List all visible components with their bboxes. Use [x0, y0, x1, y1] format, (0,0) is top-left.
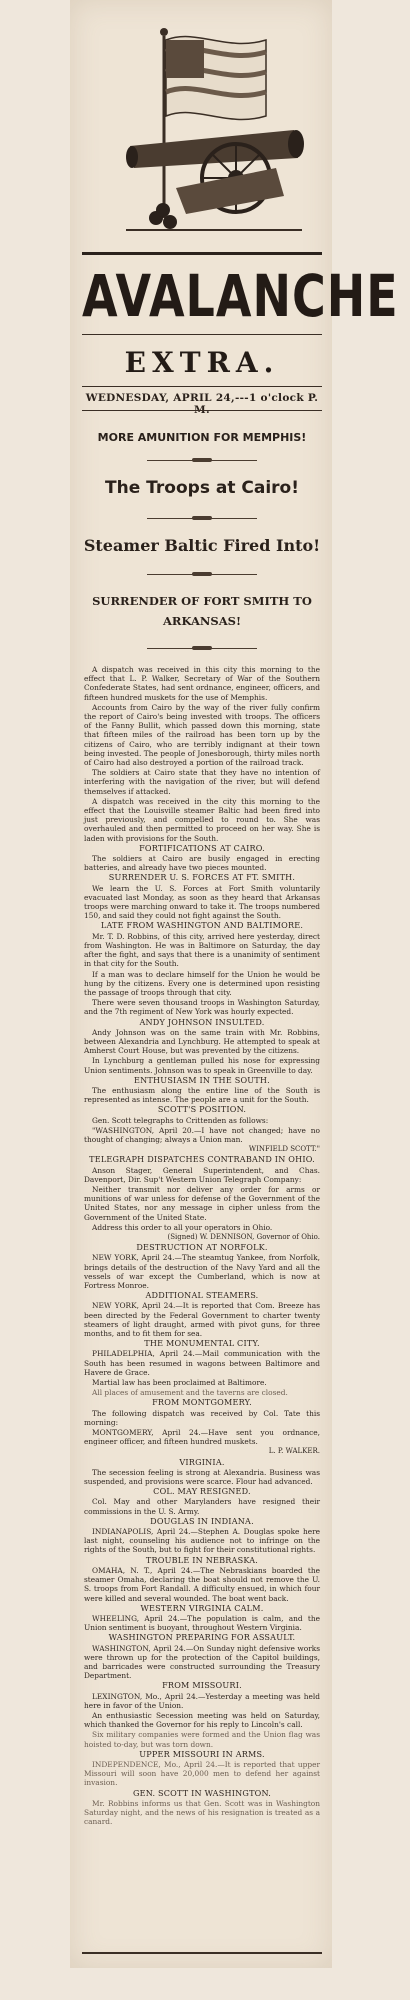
section-heading: WASHINGTON PREPARING FOR ASSAULT.	[108, 1632, 296, 1643]
article-paragraph: Accounts from Cairo by the way of the river fully confirm the report of Cairo's being invested with troops. The officers of the Fanny Bullit, which passed down this morning, state that fifteen miles of the railroad has been torn up by the citizens of Cairo, who are terribly indignant at their town being invested. The people of Jonesborough, thirty miles north of Cairo had also destroyed a portion of the railroad track.	[84, 702, 320, 768]
article-paragraph: Col. May and other Marylanders have resigned their commissions in the U. S. Army.	[84, 1497, 320, 1516]
flag-and-cannon-illustration	[116, 18, 312, 238]
article-paragraph: Mr. T. D. Robbins, of this city, arrived here yesterday, direct from Washington. He was in Baltimore on Saturday, the day after the fight, and says that there is a unanimity of sentiment in that city for the South.	[84, 931, 320, 969]
article-paragraph: In Lynchburg a gentleman pulled his nose for expressing Union sentiments. Johnson was to speak in Greenville to day.	[84, 1056, 320, 1075]
article-paragraph: Anson Stager, General Superintendent, and Chas. Davenport, Dir. Sup't Western Union Telegraph Company:	[84, 1165, 320, 1184]
section-heading: UPPER MISSOURI IN ARMS.	[139, 1748, 265, 1759]
section-heading: TROUBLE IN NEBRASKA.	[145, 1554, 259, 1565]
section-heading: ANDY JOHNSON INSULTED.	[139, 1016, 265, 1027]
headline-ammunition: MORE AMUNITION FOR MEMPHIS!	[97, 431, 307, 444]
article-paragraph: PHILADELPHIA, April 24.—Mail communication with the South has been resumed in wagons between Baltimore and Havere de Grace.	[84, 1349, 320, 1377]
article-paragraph: All places of amusement and the taverns are closed.	[92, 1388, 288, 1398]
article-paragraph: The enthusiasm along the entire line of the South is represented as intense. The people are a unit for the South.	[84, 1085, 320, 1105]
article-paragraph: Andy Johnson was on the same train with Mr. Robbins, between Alexandria and Lynchburg. He attempted to speak at Amherst Court House, but was prevented by the citizens.	[84, 1027, 320, 1056]
section-heading: GEN. SCOTT IN WASHINGTON.	[132, 1787, 272, 1798]
newspaper-sheet	[70, 0, 399, 1968]
article-paragraph: NEW YORK, April 24.—The steamtug Yankee, from Norfolk, brings details of the destruction of the Navy Yard and all the vessels of war except the Cumberland, which is now at Fortress Monroe.	[84, 1253, 320, 1290]
article-paragraph: There were seven thousand troops in Washington Saturday, and the 7th regiment of New York was hourly expected.	[84, 998, 320, 1017]
article-paragraph: If a man was to declare himself for the Union he would be hung by the citizens. Every one is determined upon resisting the passage of troops through that city.	[84, 969, 320, 997]
signature-line: (Signed) W. DENNISON, Governor of Ohio.	[167, 1232, 320, 1241]
headline-fort-smith: SURRENDER OF FORT SMITH TO ARKANSAS!	[92, 594, 312, 628]
footer-rule	[82, 1952, 322, 1954]
section-heading: THE MONUMENTAL CITY.	[144, 1338, 260, 1349]
section-heading: SCOTT'S POSITION.	[157, 1104, 247, 1115]
article-paragraph: OMAHA, N. T., April 24.—The Nebraskians boarded the steamer Omaha, declaring the boat should not remove the U. S. troops from Fort Randall. A difficulty ensued, in which four were killed and several wounded. The boat went back.	[84, 1565, 320, 1603]
article-paragraph: A dispatch was received in this city this morning to the effect that L. P. Walker, Secretary of War of the Southern Confederate States, had sent ordnance, engineer, officers, and fifteen hundred muskets for the use of Memphis.	[84, 665, 320, 702]
article-paragraph: A dispatch was received in the city this morning to the effect that the Louisville steamer Baltic had been fired into just previously, and compelled to round to. She was overhauled and then permitted to proceed on her way. She is laden with provisions for the South.	[84, 796, 320, 843]
article-paragraph: WASHINGTON, April 24.—On Sunday night defensive works were thrown up for the protection of the Capitol buildings, and barricades were constructed surrounding the Treasury Department.	[84, 1643, 320, 1681]
article-paragraph: The soldiers at Cairo are busily engaged in erecting batteries, and already have two pieces mounted.	[84, 854, 320, 873]
section-heading: LATE FROM WASHINGTON AND BALTIMORE.	[100, 920, 304, 931]
article-paragraph: Six military companies were formed and the Union flag was hoisted to-day, but was torn down.	[84, 1730, 320, 1749]
headline-ornament	[147, 516, 257, 520]
headline-troops-cairo: The Troops at Cairo!	[105, 478, 299, 498]
headline-steamer-baltic: Steamer Baltic Fired Into!	[83, 536, 321, 555]
section-heading: COL. MAY RESIGNED.	[153, 1486, 251, 1497]
article-paragraph: An enthusiastic Secession meeting was held on Saturday, which thanked the Governor for his reply to Lincoln's call.	[84, 1710, 320, 1730]
dateline-rule-top	[82, 386, 322, 387]
article-paragraph: We learn the U. S. Forces at Fort Smith voluntarily evacuated last Monday, as soon as they heard that Arkansas troops were marching onward to take it. The troops numbered 150, and said they could not fight against the South.	[84, 883, 320, 921]
section-heading: FROM MONTGOMERY.	[152, 1397, 252, 1408]
section-heading: WESTERN VIRGINIA CALM.	[140, 1602, 264, 1613]
headline-ornament	[147, 646, 257, 650]
masthead-rule-top	[82, 252, 322, 255]
article-paragraph: "WASHINGTON, April 20.—I have not changed; have no thought of changing; always a Union man.	[84, 1125, 320, 1144]
signature-line: WINFIELD SCOTT."	[248, 1145, 320, 1154]
dateline: WEDNESDAY, APRIL 24,---1 o'clock P. M.	[85, 392, 319, 416]
headline-ornament	[147, 458, 257, 462]
section-heading: DOUGLAS IN INDIANA.	[150, 1515, 254, 1526]
article-paragraph: Neither transmit nor deliver any order for arms or munitions of war unless for defense of the Government of the United States, nor any message in cipher unless from the Government of the United State.	[84, 1184, 320, 1222]
section-heading: VIRGINIA.	[179, 1456, 225, 1467]
article-paragraph: The soldiers at Cairo state that they have no intention of interfering with the navigation of the river, but will defend themselves if attacked.	[84, 768, 320, 796]
edition-label: EXTRA.	[124, 346, 280, 379]
article-body	[84, 665, 320, 1827]
article-paragraph: INDIANAPOLIS, April 24.—Stephen A. Douglas spoke here last night, counseling his audience not to infringe on the rights of the South, but to fight for their constitutional rights.	[84, 1527, 320, 1555]
article-paragraph: The following dispatch was received by Col. Tate this morning:	[84, 1408, 320, 1427]
section-heading: FORTIFICATIONS AT CAIRO.	[139, 842, 265, 853]
article-paragraph: Martial law has been proclaimed at Baltimore.	[92, 1378, 267, 1388]
article-paragraph: LEXINGTON, Mo., April 24.—Yesterday a meeting was held here in favor of the Union.	[84, 1691, 320, 1710]
article-paragraph: WHEELING, April 24.—The population is calm, and the Union sentiment is buoyant, throughout Western Virginia.	[84, 1613, 320, 1633]
article-paragraph: The secession feeling is strong at Alexandria. Business was suspended, and provisions were scarce. Flour had advanced.	[84, 1467, 320, 1487]
section-heading: FROM MISSOURI.	[162, 1680, 242, 1691]
masthead-rule-bottom	[82, 334, 322, 335]
dateline-rule-bottom	[82, 410, 322, 411]
section-heading: TELEGRAPH DISPATCHES CONTRABAND IN OHIO.	[89, 1154, 315, 1165]
section-heading: SURRENDER U. S. FORCES AT FT. SMITH.	[108, 872, 296, 883]
signature-line: L. P. WALKER.	[268, 1447, 320, 1456]
article-paragraph: MONTGOMERY, April 24.—Have sent you ordnance, engineer officer, and fifteen hundred muskets.	[84, 1428, 320, 1447]
masthead-title: AVALANCHE	[82, 262, 399, 330]
article-paragraph: Gen. Scott telegraphs to Crittenden as follows:	[92, 1115, 269, 1125]
article-paragraph: NEW YORK, April 24.—It is reported that Com. Breeze has been directed by the Federal Government to charter twenty steamers of light draught, armed with pivot guns, for three months, and to fit them for sea.	[84, 1301, 320, 1339]
section-heading: ENTHUSIASM IN THE SOUTH.	[134, 1074, 270, 1085]
article-paragraph: Mr. Robbins informs us that Gen. Scott was in Washington Saturday night, and the news of his resignation is treated as a canard.	[84, 1798, 320, 1827]
section-heading: DESTRUCTION AT NORFOLK.	[136, 1242, 268, 1253]
section-heading: ADDITIONAL STEAMERS.	[145, 1290, 259, 1301]
article-paragraph: INDEPENDENCE, Mo., April 24.—It is reported that upper Missouri will soon have 20,000 men to defend her against invasion.	[84, 1759, 320, 1788]
headline-ornament	[147, 572, 257, 576]
article-paragraph: Address this order to all your operators in Ohio.	[92, 1222, 273, 1232]
